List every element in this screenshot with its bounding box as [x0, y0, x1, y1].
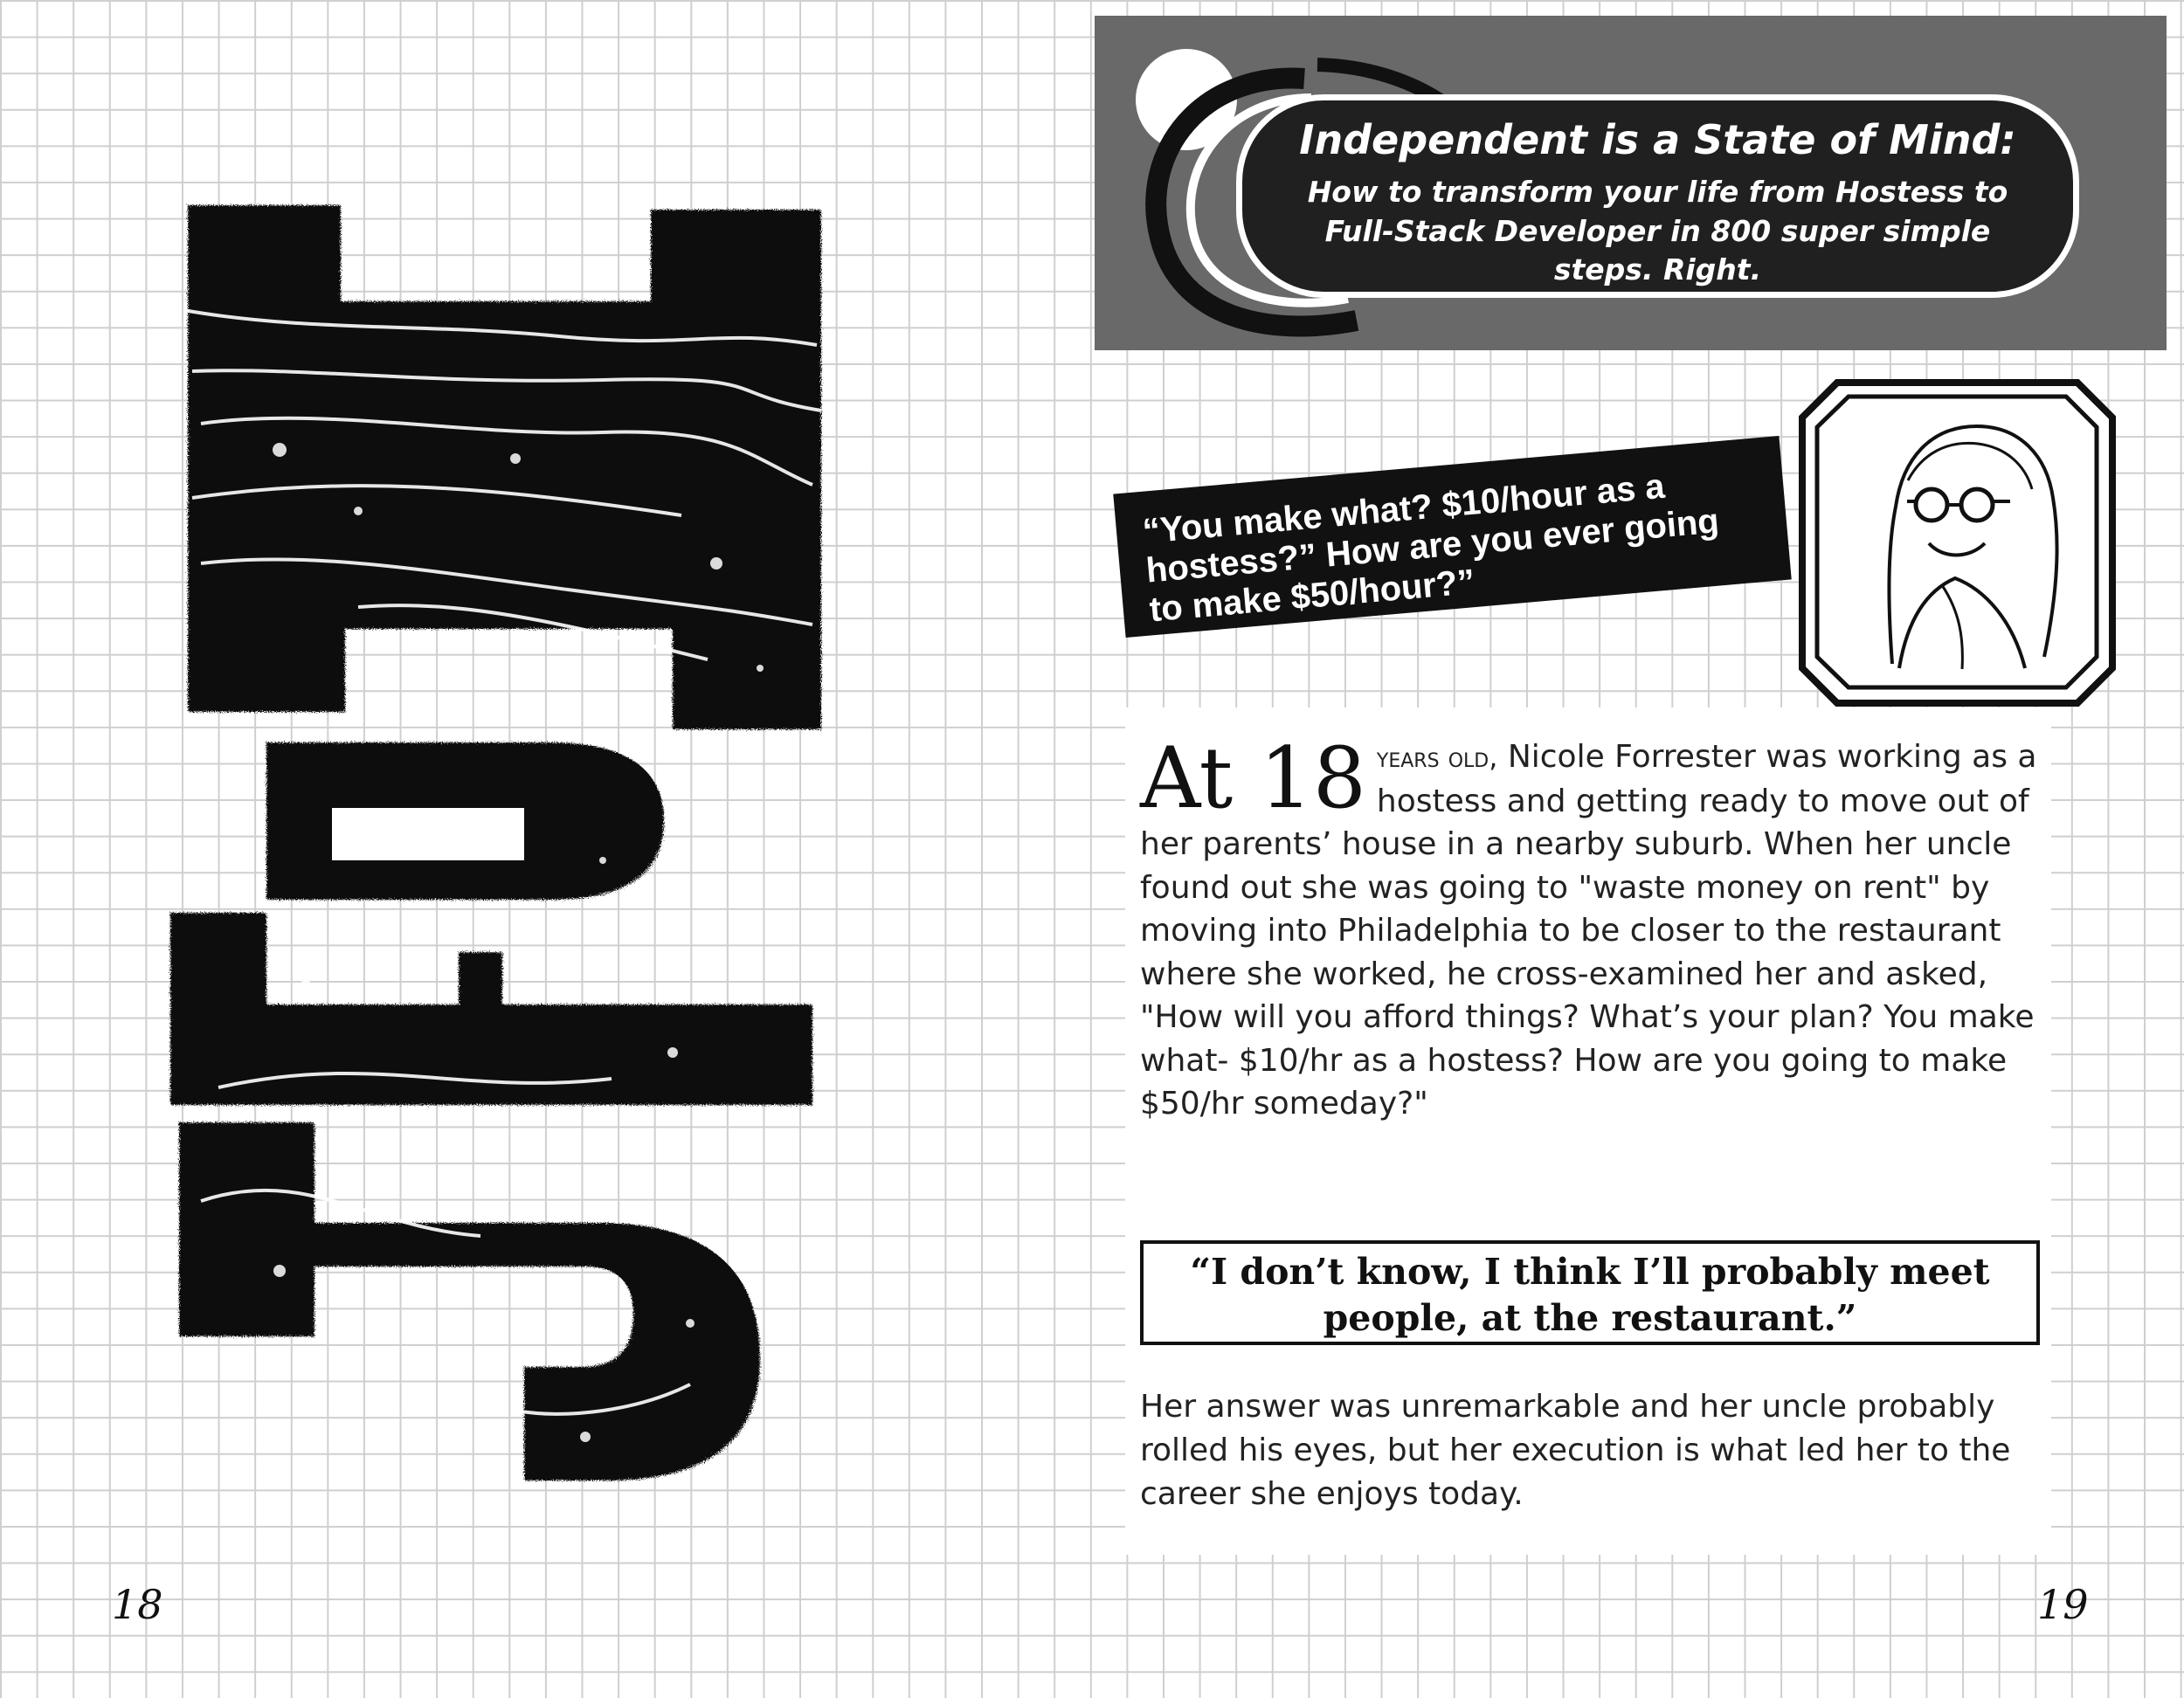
stamp-letter-l: [170, 913, 812, 1105]
page-number-right: 19: [2037, 1581, 2089, 1628]
page-subtitle: How to transform your life from Hostess to Full-Stack Developer in 800 super simple steps. Right.: [1307, 175, 2008, 287]
story-drop-cap: At 18: [1140, 729, 1366, 827]
quote-banner: “You make what? $10/hour as a hostess?” How are you ever going to make $50/hour?”: [1113, 436, 1791, 638]
story-paragraph: [1140, 729, 2049, 1126]
hold-stamp-art: [149, 197, 917, 1489]
stamp-letter-d: [179, 1122, 760, 1481]
page-title: Independent is a State of Mind:: [1299, 116, 2016, 163]
page-number-left: 18: [112, 1581, 163, 1628]
stamp-letter-h: [188, 205, 821, 729]
pull-quote: “I don’t know, I think I’ll probably meet people, at the restaurant.”: [1140, 1240, 2040, 1345]
portrait-illustration: [1798, 376, 2117, 708]
story-small-caps: years old,: [1376, 741, 1498, 774]
story-body: Nicole Forrester was working as a hostess and getting ready to move out of her parents’ house in a nearby suburb. When her uncle found out she was going to "waste money on rent" by moving into Philadelphia to be closer to the restaurant where she worked, he cross-examined her and asked, "How will you afford things? What’s your plan? You make what- $10/hr as a hostess? How are you going to make $50/hr someday?": [1140, 739, 2037, 1122]
closing-paragraph: Her answer was unremarkable and her uncle probably rolled his eyes, but her execution is what led her to the career she enjoys today.: [1140, 1389, 2011, 1512]
title-pill: [1236, 94, 2079, 298]
